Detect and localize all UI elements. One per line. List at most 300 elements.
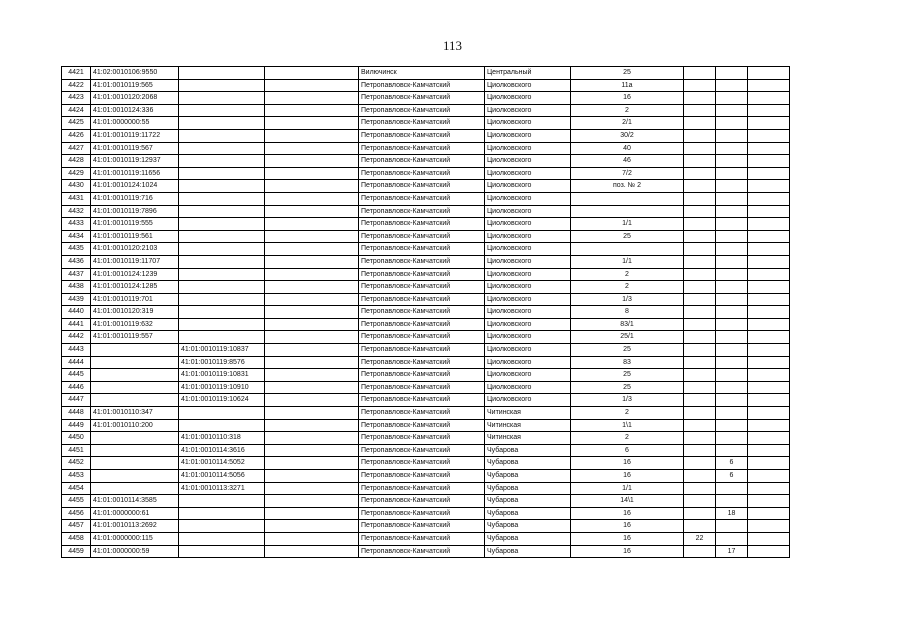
extra-3-cell	[748, 356, 790, 369]
settlement-cell: Петропавловск-Камчатский	[359, 255, 485, 268]
cadastral-number-alt-cell	[179, 255, 265, 268]
street-cell: Циолковского	[485, 129, 571, 142]
house-number-cell: 16	[571, 457, 684, 470]
extra-3-cell	[748, 79, 790, 92]
cadastral-number-alt-cell	[179, 419, 265, 432]
extra-2-cell	[716, 117, 748, 130]
extra-2-cell	[716, 142, 748, 155]
table-row	[62, 155, 790, 168]
street-cell: Читинская	[485, 419, 571, 432]
cadastral-number-alt-cell: 41:01:0010114:5052	[179, 457, 265, 470]
street-cell: Чубарова	[485, 495, 571, 508]
row-number-cell: 4446	[62, 381, 91, 394]
row-number-cell: 4434	[62, 230, 91, 243]
cadastral-number-cell	[91, 381, 179, 394]
row-number-cell: 4436	[62, 255, 91, 268]
extra-2-cell	[716, 293, 748, 306]
settlement-cell: Петропавловск-Камчатский	[359, 155, 485, 168]
extra-2-cell	[716, 92, 748, 105]
cadastral-number-cell: 41:01:0010119:567	[91, 142, 179, 155]
street-cell: Циолковского	[485, 331, 571, 344]
spacer-cell	[265, 180, 359, 193]
cadastral-number-cell: 41:01:0010119:11656	[91, 167, 179, 180]
house-number-cell: 16	[571, 545, 684, 558]
cadastral-number-cell	[91, 470, 179, 483]
extra-3-cell	[748, 482, 790, 495]
extra-3-cell	[748, 532, 790, 545]
table-row	[62, 444, 790, 457]
house-number-cell: 2/1	[571, 117, 684, 130]
extra-2-cell	[716, 192, 748, 205]
cadastral-number-cell	[91, 356, 179, 369]
extra-1-cell	[684, 129, 716, 142]
table-row	[62, 180, 790, 193]
extra-1-cell	[684, 318, 716, 331]
spacer-cell	[265, 129, 359, 142]
row-number-cell: 4442	[62, 331, 91, 344]
row-number-cell: 4423	[62, 92, 91, 105]
extra-2-cell	[716, 281, 748, 294]
settlement-cell: Петропавловск-Камчатский	[359, 470, 485, 483]
extra-2-cell	[716, 356, 748, 369]
extra-1-cell	[684, 243, 716, 256]
extra-3-cell	[748, 293, 790, 306]
row-number-cell: 4426	[62, 129, 91, 142]
street-cell: Циолковского	[485, 381, 571, 394]
cadastral-number-cell	[91, 394, 179, 407]
house-number-cell: 83/1	[571, 318, 684, 331]
spacer-cell	[265, 507, 359, 520]
extra-2-cell	[716, 482, 748, 495]
house-number-cell: 40	[571, 142, 684, 155]
extra-1-cell	[684, 205, 716, 218]
cadastral-number-cell: 41:01:0010110:200	[91, 419, 179, 432]
spacer-cell	[265, 192, 359, 205]
spacer-cell	[265, 318, 359, 331]
extra-3-cell	[748, 218, 790, 231]
spacer-cell	[265, 356, 359, 369]
table-row	[62, 331, 790, 344]
row-number-cell: 4447	[62, 394, 91, 407]
cadastral-number-cell: 41:01:0010119:632	[91, 318, 179, 331]
spacer-cell	[265, 92, 359, 105]
extra-2-cell	[716, 394, 748, 407]
row-number-cell: 4428	[62, 155, 91, 168]
cadastral-number-alt-cell	[179, 218, 265, 231]
house-number-cell: 1/3	[571, 394, 684, 407]
cadastral-number-cell	[91, 482, 179, 495]
settlement-cell: Петропавловск-Камчатский	[359, 243, 485, 256]
extra-3-cell	[748, 281, 790, 294]
house-number-cell: 2	[571, 268, 684, 281]
spacer-cell	[265, 155, 359, 168]
extra-3-cell	[748, 520, 790, 533]
extra-3-cell	[748, 67, 790, 80]
cadastral-number-cell: 41:01:0010119:561	[91, 230, 179, 243]
row-number-cell: 4424	[62, 104, 91, 117]
cadastral-number-alt-cell	[179, 230, 265, 243]
spacer-cell	[265, 230, 359, 243]
extra-2-cell	[716, 167, 748, 180]
cadastral-number-cell: 41:01:0000000:59	[91, 545, 179, 558]
page-number: 113	[442, 38, 463, 53]
extra-1-cell	[684, 155, 716, 168]
settlement-cell: Петропавловск-Камчатский	[359, 520, 485, 533]
house-number-cell: 16	[571, 470, 684, 483]
row-number-cell: 4457	[62, 520, 91, 533]
settlement-cell: Петропавловск-Камчатский	[359, 281, 485, 294]
extra-1-cell	[684, 331, 716, 344]
row-number-cell: 4453	[62, 470, 91, 483]
cadastral-number-cell	[91, 457, 179, 470]
spacer-cell	[265, 268, 359, 281]
cadastral-number-cell: 41:01:0010124:1024	[91, 180, 179, 193]
table-row	[62, 482, 790, 495]
extra-3-cell	[748, 545, 790, 558]
row-number-cell: 4421	[62, 67, 91, 80]
cadastral-number-alt-cell: 41:01:0010119:10831	[179, 369, 265, 382]
house-number-cell: 25	[571, 381, 684, 394]
cadastral-number-alt-cell: 41:01:0010114:5056	[179, 470, 265, 483]
spacer-cell	[265, 117, 359, 130]
row-number-cell: 4433	[62, 218, 91, 231]
row-number-cell: 4450	[62, 432, 91, 445]
cadastral-number-alt-cell	[179, 205, 265, 218]
settlement-cell: Петропавловск-Камчатский	[359, 394, 485, 407]
settlement-cell: Петропавловск-Камчатский	[359, 92, 485, 105]
street-cell: Циолковского	[485, 394, 571, 407]
settlement-cell: Петропавловск-Камчатский	[359, 356, 485, 369]
spacer-cell	[265, 432, 359, 445]
cadastral-number-alt-cell: 41:01:0010114:3616	[179, 444, 265, 457]
house-number-cell: 16	[571, 507, 684, 520]
extra-3-cell	[748, 407, 790, 420]
settlement-cell: Петропавловск-Камчатский	[359, 192, 485, 205]
extra-2-cell	[716, 331, 748, 344]
settlement-cell: Петропавловск-Камчатский	[359, 344, 485, 357]
row-number-cell: 4448	[62, 407, 91, 420]
cadastral-number-alt-cell	[179, 155, 265, 168]
house-number-cell: 1\1	[571, 419, 684, 432]
spacer-cell	[265, 545, 359, 558]
extra-1-cell	[684, 92, 716, 105]
street-cell: Циолковского	[485, 79, 571, 92]
table-row	[62, 520, 790, 533]
cadastral-number-cell: 41:01:0010114:3585	[91, 495, 179, 508]
street-cell: Чубарова	[485, 532, 571, 545]
settlement-cell: Петропавловск-Камчатский	[359, 79, 485, 92]
row-number-cell: 4443	[62, 344, 91, 357]
row-number-cell: 4425	[62, 117, 91, 130]
cadastral-number-alt-cell	[179, 281, 265, 294]
settlement-cell: Петропавловск-Камчатский	[359, 218, 485, 231]
row-number-cell: 4445	[62, 369, 91, 382]
extra-3-cell	[748, 129, 790, 142]
street-cell: Чубарова	[485, 482, 571, 495]
street-cell: Циолковского	[485, 180, 571, 193]
street-cell: Читинская	[485, 432, 571, 445]
cadastral-number-cell: 41:01:0010113:2692	[91, 520, 179, 533]
table-row	[62, 243, 790, 256]
settlement-cell: Петропавловск-Камчатский	[359, 205, 485, 218]
cadastral-number-cell	[91, 432, 179, 445]
table-row	[62, 306, 790, 319]
row-number-cell: 4427	[62, 142, 91, 155]
settlement-cell: Петропавловск-Камчатский	[359, 331, 485, 344]
row-number-cell: 4439	[62, 293, 91, 306]
street-cell: Чубарова	[485, 507, 571, 520]
extra-2-cell	[716, 444, 748, 457]
cadastral-number-alt-cell	[179, 92, 265, 105]
row-number-cell: 4456	[62, 507, 91, 520]
row-number-cell: 4422	[62, 79, 91, 92]
cadastral-number-alt-cell	[179, 545, 265, 558]
table-row	[62, 432, 790, 445]
house-number-cell: 25/1	[571, 331, 684, 344]
house-number-cell: 2	[571, 407, 684, 420]
street-cell: Циолковского	[485, 192, 571, 205]
spacer-cell	[265, 344, 359, 357]
street-cell: Циолковского	[485, 230, 571, 243]
cadastral-number-cell: 41:01:0010120:2103	[91, 243, 179, 256]
extra-1-cell	[684, 344, 716, 357]
extra-1-cell	[684, 419, 716, 432]
house-number-cell: 30/2	[571, 129, 684, 142]
table-row	[62, 318, 790, 331]
extra-1-cell	[684, 104, 716, 117]
street-cell: Чубарова	[485, 457, 571, 470]
extra-1-cell	[684, 142, 716, 155]
extra-2-cell	[716, 104, 748, 117]
settlement-cell: Петропавловск-Камчатский	[359, 545, 485, 558]
row-number-cell: 4429	[62, 167, 91, 180]
house-number-cell: 16	[571, 532, 684, 545]
cadastral-number-cell: 41:01:0010119:701	[91, 293, 179, 306]
extra-3-cell	[748, 444, 790, 457]
spacer-cell	[265, 407, 359, 420]
house-number-cell: 2	[571, 104, 684, 117]
cadastral-number-alt-cell	[179, 180, 265, 193]
settlement-cell: Вилючинск	[359, 67, 485, 80]
settlement-cell: Петропавловск-Камчатский	[359, 432, 485, 445]
cadastral-number-cell: 41:01:0010120:2068	[91, 92, 179, 105]
extra-2-cell	[716, 381, 748, 394]
house-number-cell	[571, 192, 684, 205]
extra-3-cell	[748, 255, 790, 268]
cadastral-number-cell: 41:01:0010124:1239	[91, 268, 179, 281]
extra-1-cell	[684, 369, 716, 382]
settlement-cell: Петропавловск-Камчатский	[359, 444, 485, 457]
house-number-cell: 1/1	[571, 255, 684, 268]
extra-3-cell	[748, 167, 790, 180]
table-row	[62, 205, 790, 218]
extra-3-cell	[748, 432, 790, 445]
spacer-cell	[265, 470, 359, 483]
extra-3-cell	[748, 369, 790, 382]
extra-2-cell	[716, 407, 748, 420]
house-number-cell: 7/2	[571, 167, 684, 180]
cadastral-number-alt-cell	[179, 268, 265, 281]
house-number-cell: 16	[571, 92, 684, 105]
settlement-cell: Петропавловск-Камчатский	[359, 482, 485, 495]
cadastral-number-alt-cell	[179, 104, 265, 117]
extra-2-cell	[716, 255, 748, 268]
extra-3-cell	[748, 205, 790, 218]
table-row	[62, 230, 790, 243]
cadastral-number-cell: 41:01:0010119:12937	[91, 155, 179, 168]
extra-3-cell	[748, 381, 790, 394]
table-row	[62, 532, 790, 545]
cadastral-number-cell: 41:01:0010119:555	[91, 218, 179, 231]
street-cell: Чубарова	[485, 470, 571, 483]
spacer-cell	[265, 67, 359, 80]
extra-2-cell	[716, 532, 748, 545]
extra-2-cell	[716, 129, 748, 142]
cadastral-number-alt-cell: 41:01:0010119:10837	[179, 344, 265, 357]
street-cell: Циолковского	[485, 268, 571, 281]
table-row	[62, 255, 790, 268]
extra-1-cell	[684, 520, 716, 533]
street-cell: Циолковского	[485, 205, 571, 218]
row-number-cell: 4435	[62, 243, 91, 256]
extra-2-cell	[716, 369, 748, 382]
extra-3-cell	[748, 268, 790, 281]
extra-1-cell	[684, 356, 716, 369]
extra-2-cell	[716, 268, 748, 281]
table-row	[62, 457, 790, 470]
house-number-cell: 16	[571, 520, 684, 533]
extra-3-cell	[748, 318, 790, 331]
extra-3-cell	[748, 344, 790, 357]
row-number-cell: 4441	[62, 318, 91, 331]
spacer-cell	[265, 457, 359, 470]
extra-1-cell	[684, 545, 716, 558]
extra-2-cell: 18	[716, 507, 748, 520]
street-cell: Центральный	[485, 67, 571, 80]
spacer-cell	[265, 255, 359, 268]
street-cell: Чубарова	[485, 545, 571, 558]
cadastral-number-alt-cell	[179, 520, 265, 533]
settlement-cell: Петропавловск-Камчатский	[359, 180, 485, 193]
cadastral-number-alt-cell	[179, 331, 265, 344]
extra-3-cell	[748, 142, 790, 155]
spacer-cell	[265, 394, 359, 407]
street-cell: Читинская	[485, 407, 571, 420]
house-number-cell: 25	[571, 67, 684, 80]
house-number-cell: 83	[571, 356, 684, 369]
settlement-cell: Петропавловск-Камчатский	[359, 419, 485, 432]
street-cell: Циолковского	[485, 281, 571, 294]
extra-1-cell	[684, 407, 716, 420]
extra-2-cell	[716, 243, 748, 256]
settlement-cell: Петропавловск-Камчатский	[359, 407, 485, 420]
spacer-cell	[265, 482, 359, 495]
spacer-cell	[265, 293, 359, 306]
extra-1-cell	[684, 180, 716, 193]
cadastral-number-cell: 41:01:0010119:11722	[91, 129, 179, 142]
cadastral-number-alt-cell	[179, 192, 265, 205]
extra-3-cell	[748, 192, 790, 205]
spacer-cell	[265, 495, 359, 508]
table-row	[62, 79, 790, 92]
extra-3-cell	[748, 104, 790, 117]
cadastral-number-alt-cell	[179, 117, 265, 130]
extra-1-cell	[684, 381, 716, 394]
extra-2-cell	[716, 495, 748, 508]
cadastral-number-alt-cell	[179, 243, 265, 256]
street-cell: Циолковского	[485, 293, 571, 306]
house-number-cell: 14\1	[571, 495, 684, 508]
cadastral-number-cell: 41:01:0010119:565	[91, 79, 179, 92]
extra-1-cell	[684, 432, 716, 445]
settlement-cell: Петропавловск-Камчатский	[359, 457, 485, 470]
extra-3-cell	[748, 155, 790, 168]
street-cell: Циолковского	[485, 117, 571, 130]
house-number-cell: 8	[571, 306, 684, 319]
extra-1-cell	[684, 482, 716, 495]
cadastral-number-cell: 41:01:0010120:319	[91, 306, 179, 319]
house-number-cell: 46	[571, 155, 684, 168]
cadastral-number-alt-cell	[179, 507, 265, 520]
cadastral-number-cell: 41:01:0010124:1285	[91, 281, 179, 294]
table-row	[62, 470, 790, 483]
row-number-cell: 4451	[62, 444, 91, 457]
extra-2-cell: 6	[716, 470, 748, 483]
settlement-cell: Петропавловск-Камчатский	[359, 230, 485, 243]
extra-1-cell	[684, 394, 716, 407]
cadastral-number-alt-cell	[179, 79, 265, 92]
spacer-cell	[265, 306, 359, 319]
cadastral-number-cell: 41:01:0010119:11707	[91, 255, 179, 268]
extra-2-cell	[716, 432, 748, 445]
row-number-cell: 4459	[62, 545, 91, 558]
extra-1-cell	[684, 306, 716, 319]
table-row	[62, 167, 790, 180]
cadastral-number-alt-cell: 41:01:0010119:8576	[179, 356, 265, 369]
table-row	[62, 281, 790, 294]
settlement-cell: Петропавловск-Камчатский	[359, 381, 485, 394]
extra-2-cell: 6	[716, 457, 748, 470]
extra-3-cell	[748, 507, 790, 520]
cadastral-number-cell	[91, 369, 179, 382]
extra-3-cell	[748, 306, 790, 319]
extra-1-cell: 22	[684, 532, 716, 545]
street-cell: Чубарова	[485, 520, 571, 533]
cadastral-number-alt-cell	[179, 67, 265, 80]
spacer-cell	[265, 79, 359, 92]
extra-1-cell	[684, 255, 716, 268]
table-row	[62, 369, 790, 382]
cadastral-number-alt-cell	[179, 495, 265, 508]
extra-3-cell	[748, 243, 790, 256]
cadastral-number-alt-cell: 41:01:0010113:3271	[179, 482, 265, 495]
street-cell: Циолковского	[485, 306, 571, 319]
street-cell: Циолковского	[485, 369, 571, 382]
row-number-cell: 4458	[62, 532, 91, 545]
settlement-cell: Петропавловск-Камчатский	[359, 532, 485, 545]
extra-3-cell	[748, 495, 790, 508]
table-row	[62, 495, 790, 508]
table-row	[62, 92, 790, 105]
extra-1-cell	[684, 281, 716, 294]
settlement-cell: Петропавловск-Камчатский	[359, 495, 485, 508]
registry-body	[62, 67, 790, 558]
extra-2-cell	[716, 155, 748, 168]
table-row	[62, 419, 790, 432]
extra-1-cell	[684, 230, 716, 243]
extra-2-cell: 17	[716, 545, 748, 558]
street-cell: Циолковского	[485, 255, 571, 268]
